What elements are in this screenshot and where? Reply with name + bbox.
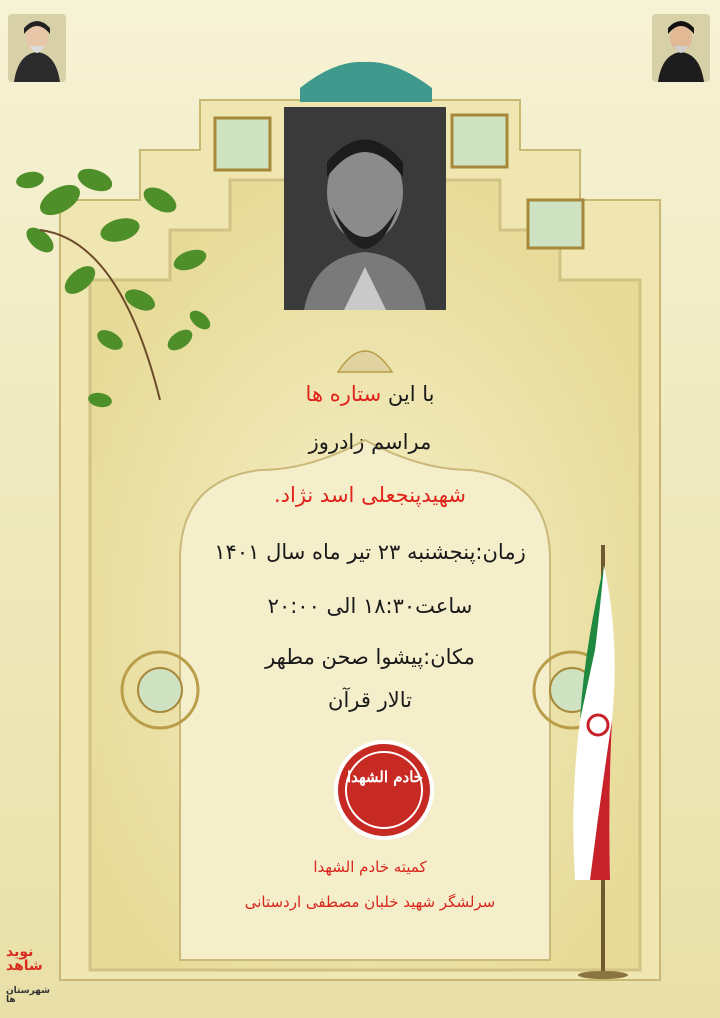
tile-right-lower: [528, 200, 583, 248]
hour-line: ساعت۱۸:۳۰ الی ۲۰:۰۰: [267, 594, 473, 618]
martyr-portrait: [284, 107, 446, 310]
portrait-right: [652, 14, 710, 82]
tile-left: [215, 118, 270, 170]
date-line: زمان:پنجشنبه ۲۳ تیر ماه سال ۱۴۰۱: [214, 540, 526, 564]
title-line: [180, 382, 560, 407]
title-prefix: با این: [387, 382, 435, 406]
logo-subtitle: شهرستان ها: [6, 986, 50, 1005]
footer-name: سرلشگر شهید خلبان مصطفی اردستانی: [244, 893, 496, 911]
martyr-name: شهیدپنجعلی اسد نژاد.: [273, 483, 467, 507]
portrait-icon: [652, 14, 710, 82]
tile-right: [452, 115, 507, 167]
logo-title: نوید شاهد: [6, 944, 43, 974]
navid-shahed-logo: [6, 945, 50, 1005]
seal-icon: [334, 740, 434, 840]
title-highlight: ستاره ها: [305, 382, 382, 406]
portrait-icon: [8, 14, 66, 82]
portrait-left: [8, 14, 66, 82]
footer-committee: کمیته خادم الشهدا: [313, 858, 427, 876]
hall-line: تالار قرآن: [328, 688, 412, 712]
seal-text: خادم الشهدا: [346, 768, 424, 786]
ceremony-line: مراسم زادروز: [308, 430, 432, 454]
place-line: مکان:پیشوا صحن مطهر: [265, 645, 475, 669]
